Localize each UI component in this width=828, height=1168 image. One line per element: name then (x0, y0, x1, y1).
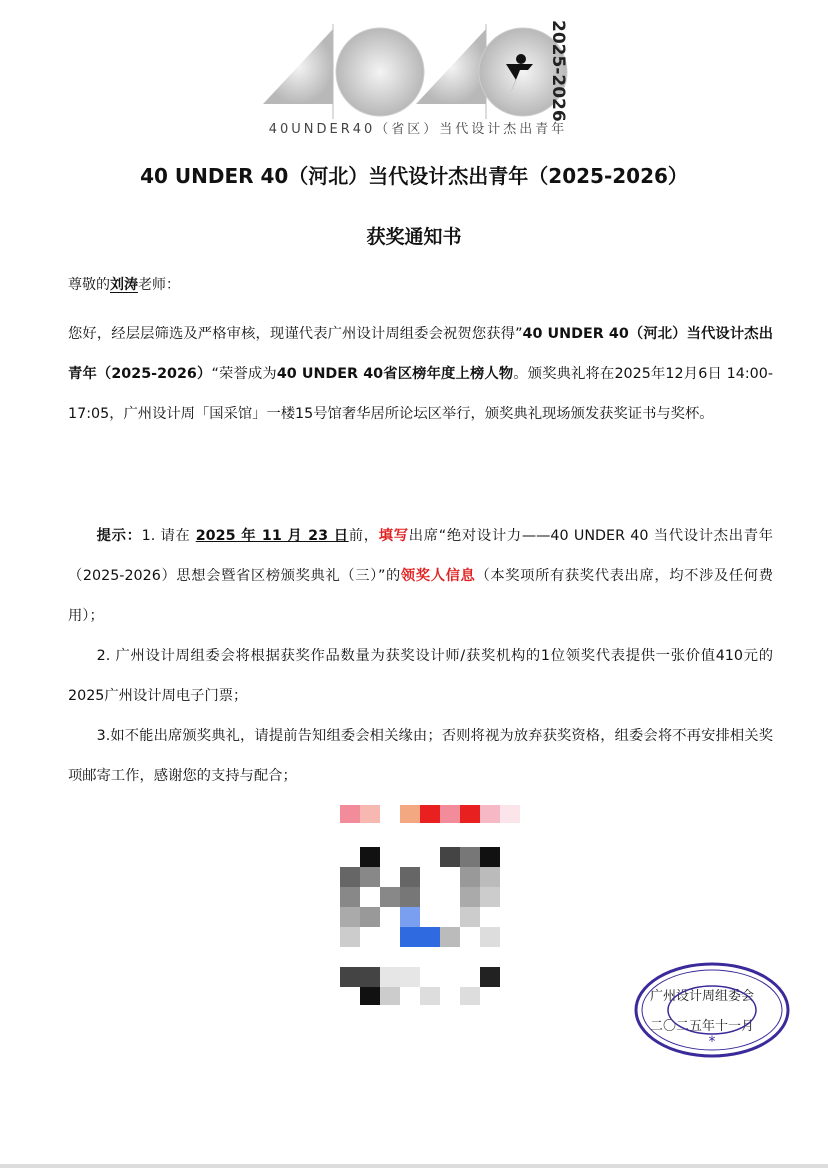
official-seal-stamp (632, 960, 792, 1060)
deadline-date: 2025 年 11 月 23 日 (195, 528, 349, 544)
logo-subtitle: 40UNDER40（省区）当代设计杰出青年 (268, 122, 568, 137)
document-title: 40 UNDER 40（河北）当代设计杰出青年（2025-2026） (140, 164, 688, 188)
tip-2: 2. 广州设计周组委会将根据获奖作品数量为获奖设计师/获奖机构的1位领奖代表提供一张价值410元的2025广州设计周电子门票； (68, 648, 773, 704)
salutation (68, 274, 180, 294)
body-text: 您好，经层层筛选及严格审核，现谨代表广州设计周组委会祝贺您获得” (68, 326, 523, 342)
document-subtitle: 获奖通知书 (366, 226, 462, 248)
salutation-suffix: 老师： (138, 277, 180, 293)
pixelated-qr-code (340, 805, 520, 1005)
tip-1 (68, 516, 773, 636)
ceremony-details: 。颁奖典礼将在2025年12月6日 14:00-17:05，广州设计周「国采馆」一楼15号馆奢华居所论坛区举行，颁奖典礼现场颁发获奖证书与奖杯。 (68, 366, 773, 422)
award-name: 40 UNDER 40（河北）当代设计杰出青年（2025-2026） (68, 326, 773, 382)
signature-org: 广州设计周组委会 (650, 989, 755, 1004)
tips-section (68, 516, 773, 796)
award-honor: 40 UNDER 40省区榜年度上榜人物 (276, 366, 514, 382)
logo-years: 2025-2026 (548, 20, 568, 122)
salutation-prefix: 尊敬的 (68, 277, 110, 293)
40under40-logo (258, 14, 588, 134)
body-paragraph (68, 314, 773, 434)
tip-text: （本奖项所有获奖代表出席，均不涉及任何费用）； (68, 568, 774, 624)
tip-text: 1. 请在 (141, 528, 196, 544)
svg-text:*: * (708, 1034, 716, 1050)
highlight-recipient-info: 领奖人信息 (400, 568, 476, 584)
signature-date: 二〇二五年十一月 (650, 1019, 755, 1034)
page-bottom-edge (0, 1164, 828, 1168)
body-text: “荣誉成为 (211, 366, 277, 382)
recipient-name: 刘涛 (110, 277, 138, 293)
tip-text: 前， (348, 528, 379, 544)
tip-text: 出席“绝对设计力——40 UNDER 40 当代设计杰出青年（2025-2026）思想会暨省区榜颁奖典礼（三）”的 (68, 528, 773, 584)
tip-3: 3.如不能出席颁奖典礼，请提前告知组委会相关缘由；否则将视为放弃获奖资格，组委会将不再安排相关奖项邮寄工作，感谢您的支持与配合； (68, 728, 773, 784)
tips-label: 提示： (96, 528, 142, 544)
highlight-fill: 填写 (378, 528, 409, 544)
